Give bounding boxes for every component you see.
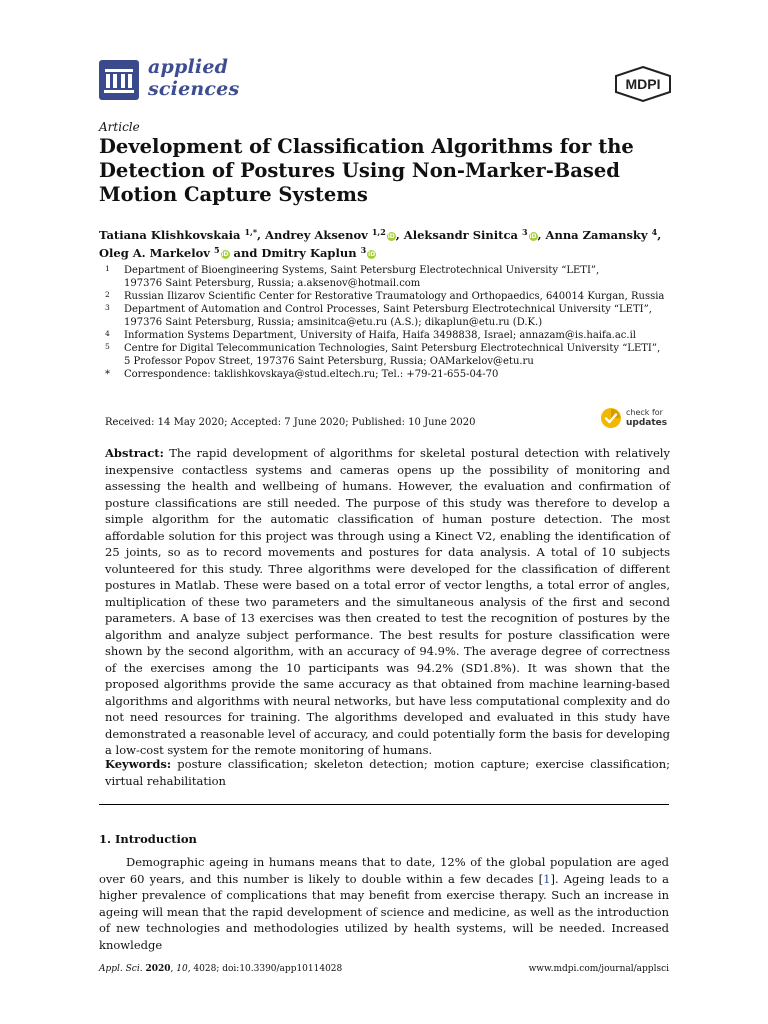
footer-citation: Appl. Sci. 2020, 10, 4028; doi:10.3390/app10114028 <box>99 964 343 974</box>
correspondence-item <box>105 368 675 381</box>
abstract-text: The rapid development of algorithms for skeletal postural detection with relatively inexpensive contactless systems and cameras opens up the possibility of monitoring and assessing the health and wellbeing of humans. However, the evaluation and confirmation of posture classifications are still needed. The purpose of this study was therefore to develop a simple algorithm for the automatic classification of human posture detection. The most affordable solution for this project was through using a Kinect V2, enabling the identification of 25 joints, so as to record movements and postures for data analysis. A total of 10 subjects volunteered for this study. Three algorithms were developed for the classification of different postures in Matlab. These were based on a total error of vector lengths, a total error of angles, multiplication of these two parameters and the simultaneous analysis of the first and second parameters. A base of 13 exercises was then created to test the recognition of postures by the algorithm and analyze subject performance. The best results for posture classification were shown by the second algorithm, with an accuracy of 94.9%. The average degree of correctness of the exercises among the 10 participants was 94.2% (SD1.8%). It was shown that the proposed algorithms provide the same accuracy as that obtained from machine learning-based algorithms and algorithms with neural networks, but have less computational complexity and do not need resources for training. The algorithms developed and evaluated in this study have demonstrated a reasonable level of accuracy, and could potentially form the basis for developing a low-cost system for the remote monitoring of humans. <box>105 446 670 757</box>
author-affil-sup: 5 <box>213 245 220 255</box>
citation-link[interactable]: 1 <box>543 871 551 886</box>
author-name: Tatiana Klishkovskaia <box>99 228 241 242</box>
author-affil-sup: 1,* <box>244 227 258 237</box>
check-updates-line1: check for <box>626 408 663 417</box>
author-affil-sup: 1,2 <box>371 227 386 237</box>
publication-dates: Received: 14 May 2020; Accepted: 7 June 2020; Published: 10 June 2020 <box>105 417 476 428</box>
correspondence-text: Correspondence: taklishkovskaya@stud.eltech.ru; Tel.: +79-21-655-04-70 <box>124 369 499 380</box>
affiliation-item <box>105 303 675 329</box>
footer-volume: 10 <box>176 964 188 974</box>
author-name: Oleg A. Markelov <box>99 246 210 260</box>
orcid-icon[interactable]: iD <box>387 233 395 240</box>
journal-name-line1: applied <box>148 56 229 78</box>
author-name: Aleksandr Sinitca <box>403 228 518 242</box>
footer-journal-abbr: Appl. Sci. <box>99 964 143 974</box>
affiliation-text: Information Systems Department, University of Haifa, Haifa 3498838, Israel; annazam@is.haifa.ac.il <box>124 330 636 341</box>
author-conjunction: and <box>233 246 258 260</box>
paper-title: Development of Classification Algorithms for the Detection of Postures Using Non-Marker-Based Motion Capture Systems <box>99 135 634 206</box>
affiliation-number: 5 <box>105 342 110 351</box>
author-affil-sup: 4 <box>651 227 658 237</box>
orcid-icon[interactable]: iD <box>529 233 537 240</box>
affiliation-text: 5 Professor Popov Street, 197376 Saint Petersburg, Russia; OAMarkelov@etu.ru <box>124 356 534 367</box>
author-affil-sup: 3 <box>360 245 367 255</box>
affiliation-item <box>105 290 675 303</box>
footer-year: 2020 <box>145 964 171 974</box>
keywords-text: posture classification; skeleton detection; motion capture; exercise classification; virtual rehabilitation <box>105 757 670 788</box>
affiliation-list <box>105 264 675 381</box>
footer-url[interactable]: www.mdpi.com/journal/applsci <box>528 964 669 974</box>
intro-paragraph <box>99 854 669 953</box>
affiliation-text: 197376 Saint Petersburg, Russia; amsinitca@etu.ru (A.S.); dikaplun@etu.ru (D.K.) <box>124 317 543 328</box>
affiliation-text: Department of Bioengineering Systems, Saint Petersburg Electrotechnical University “LETI”, <box>124 265 600 276</box>
check-updates-line2: updates <box>626 418 668 428</box>
correspondence-marker: * <box>105 369 110 380</box>
article-type: Article <box>99 120 140 134</box>
orcid-icon[interactable]: iD <box>221 251 229 258</box>
affiliation-item <box>105 264 675 290</box>
check-updates-icon <box>600 407 622 429</box>
author-list: Tatiana Klishkovskaia $^{1,*}$, Andrey Aksenov $^{1,2}$ iD, Aleksandr Sinitca $^3$ iD, Anna Zamansky $^4$, Oleg A. Markelov $^5$ iD and Dmitry Kaplun $^3$ iD <box>99 227 662 260</box>
keywords-label: Keywords: <box>105 757 172 771</box>
author-name: Dmitry Kaplun <box>261 246 357 260</box>
section-divider <box>99 804 669 805</box>
affiliation-text: Russian Ilizarov Scientific Center for Restorative Traumatology and Orthopaedics, 640014 Kurgan, Russia <box>124 291 665 302</box>
keywords <box>105 756 670 789</box>
author-affil-sup: 3 <box>521 227 528 237</box>
affiliation-item <box>105 329 675 342</box>
intro-text-part1: Demographic ageing in humans means that to date, 12% of the global population are aged over 60 years, and this number is likely to double within a few decades [ <box>99 855 669 886</box>
author-name: Andrey Aksenov <box>265 228 368 242</box>
journal-logo <box>99 60 139 100</box>
affiliation-text: 197376 Saint Petersburg, Russia; a.aksenov@hotmail.com <box>124 278 421 289</box>
affiliation-number: 4 <box>105 329 110 338</box>
journal-name-line2: sciences <box>148 78 240 100</box>
abstract <box>105 445 670 759</box>
journal-name <box>148 56 239 100</box>
author-name: Anna Zamansky <box>545 228 648 242</box>
footer-doi: , 4028; doi:10.3390/app10114028 <box>187 964 343 974</box>
publisher-logo-text: MDPI <box>625 76 661 92</box>
abstract-label: Abstract: <box>105 446 164 460</box>
affiliation-text: Department of Automation and Control Processes, Saint Petersburg Electrotechnical University “LETI”, <box>124 304 652 315</box>
affiliation-number: 1 <box>105 264 110 273</box>
orcid-icon[interactable]: iD <box>368 251 376 258</box>
publisher-logo <box>614 66 672 102</box>
intro-text-part2: ]. Ageing leads to a higher prevalence of complications that may benefit from exercise therapy. Such an increase in ageing will mean that the rapid development of science and medicine, as well as the introduction of new technologies and methodologies utilized by health systems, will be needed. Increased knowledge <box>99 871 670 952</box>
affiliation-number: 2 <box>105 290 110 299</box>
affiliation-text: Centre for Digital Telecommunication Technologies, Saint Petersburg Electrotechnical University “LETI”, <box>124 343 661 354</box>
affiliation-number: 3 <box>105 303 110 312</box>
affiliation-item <box>105 342 675 368</box>
check-for-updates-badge[interactable] <box>600 407 672 431</box>
section-heading: 1. Introduction <box>99 832 197 846</box>
